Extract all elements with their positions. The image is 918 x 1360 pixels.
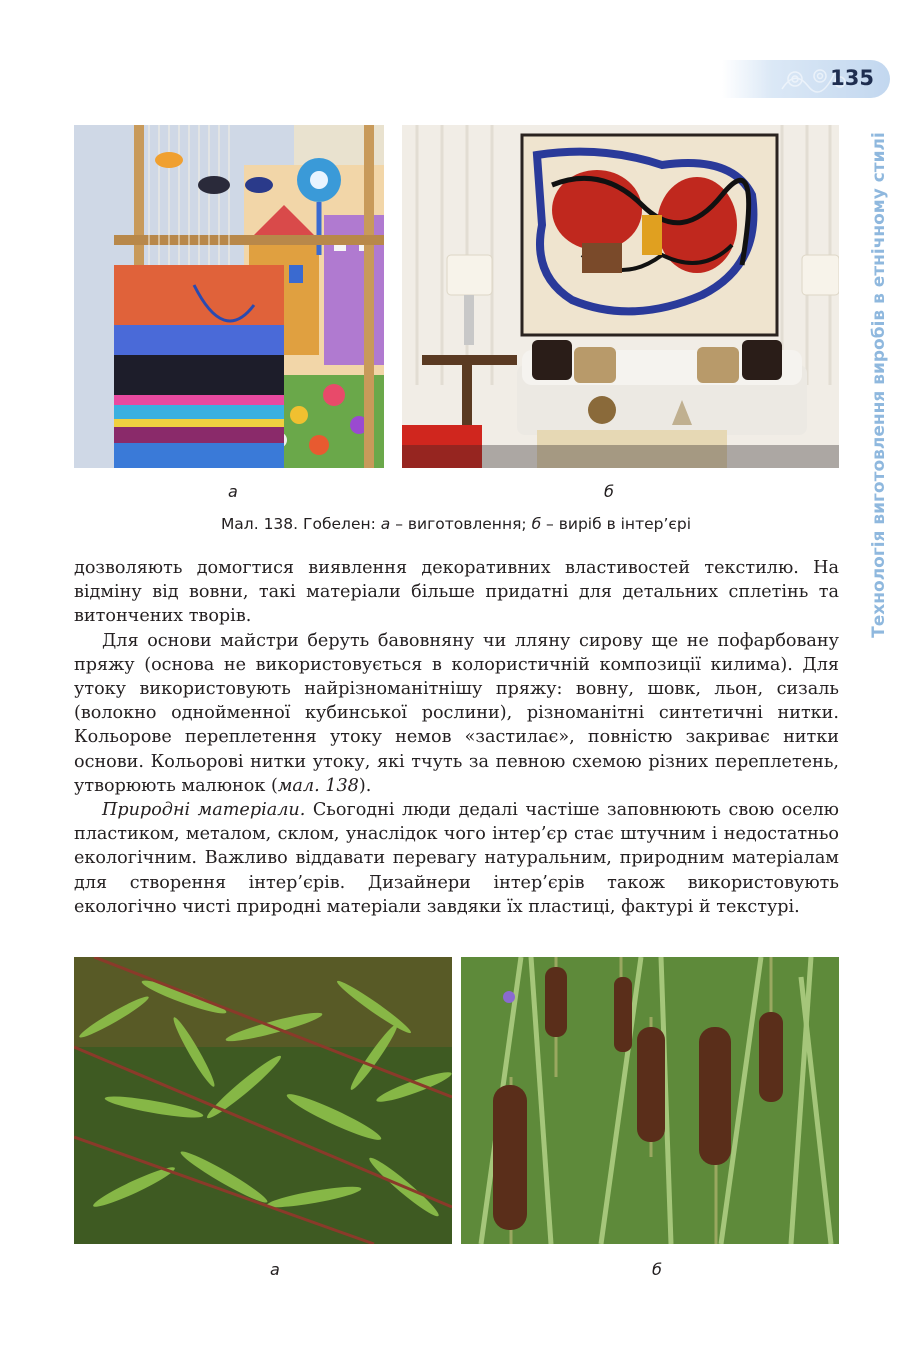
caption-mid: – виготовлення; [390, 515, 532, 533]
willow-branches-photo [74, 957, 452, 1244]
paragraph-2 [74, 629, 839, 798]
page-number: 135 [830, 66, 874, 90]
tapestry-weaving-photo [74, 125, 384, 468]
tapestry-interior-photo [402, 125, 839, 468]
body-text [74, 556, 839, 919]
paragraph-2-end: ). [358, 775, 372, 796]
paragraph-1: дозволяють домогтися виявлення декоративних властивостей текстилю. На відміну від вовни, такі матеріали більше придатні для детальних сплетінь та витончених творів. [74, 558, 839, 627]
cattails-photo [461, 957, 839, 1244]
figure-138-label-b: б [604, 482, 614, 501]
paragraph-3-text: Сьогодні люди дедалі частіше заповнюють свою оселю пластиком, металом, склом, унаслідок чого інтер’єр стає штучним і недостатньо екологічним. Важливо віддавати перевагу натуральним, природним матеріалам для створення інтер’єрів. Дизайнери інтер’єрів також використовують екологічно чисті природні матеріали завдяки їх пластиці, фактурі й текстурі. [74, 800, 839, 917]
figure-reference: мал. 138 [277, 775, 359, 796]
section-heading-natural-materials: Природні матеріали. [102, 800, 306, 821]
figure-138-label-a: а [228, 482, 238, 501]
paragraph-3 [74, 798, 839, 919]
figure-139-label-a: а [270, 1260, 280, 1279]
page-number-tab [722, 60, 890, 98]
paragraph-2-main: Для основи майстри беруть бавовняну чи лляну сирову ще не пофарбовану пряжу (основа не використовується в колористичній композиції килима). Для утоку використовують найрізноманітнішу пряжу: вовну, шовк, льон, сизаль (волокно однойменної кубинської рослини), різноманітні синтетичні нитки. Кольорове переплетення утоку немов «застилає», повністю закриває нитки основи. Кольорові нитки утоку, які тчуть за певною схемою різних переплетень, утворюють малюнок ( [74, 630, 839, 796]
caption-prefix: Мал. 138. Гобелен: [220, 515, 381, 533]
caption-a: а [380, 515, 391, 533]
caption-suffix: – виріб в інтер’єрі [541, 515, 692, 533]
figure-138-caption [74, 515, 838, 533]
caption-b: б [531, 515, 542, 533]
side-chapter-title [866, 125, 892, 645]
side-title-text: Технологія виготовлення виробів в етнічному стилі [869, 132, 889, 638]
figure-139-label-b: б [652, 1260, 662, 1279]
